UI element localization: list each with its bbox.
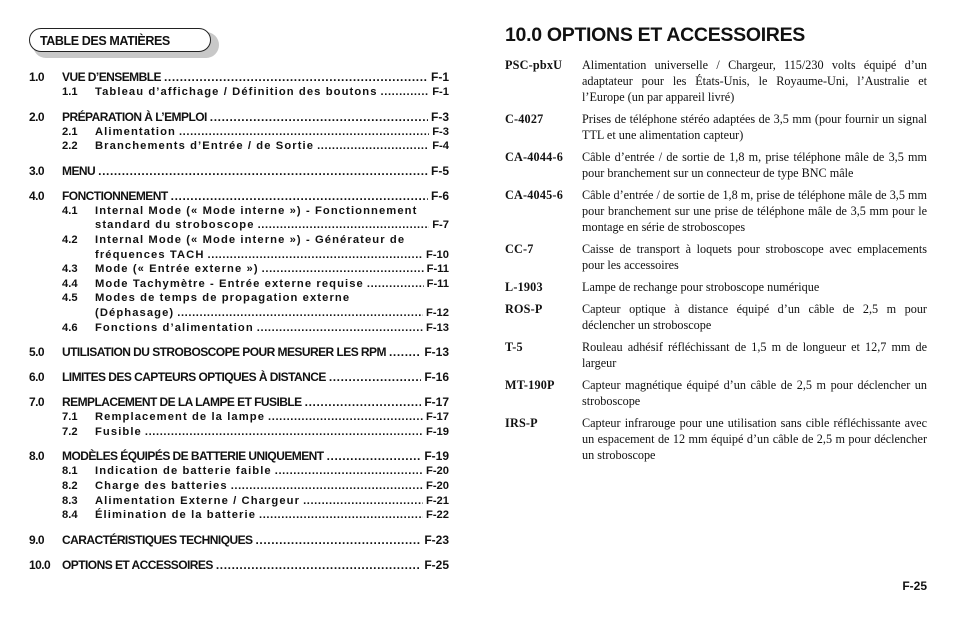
toc-page-number: F-12: [425, 306, 449, 319]
toc-section: [29, 558, 449, 574]
toc-entry-label: UTILISATION DU STROBOSCOPE POUR MESURER LES RPM: [62, 345, 386, 360]
toc-section: [29, 533, 449, 549]
toc-page-number: F-21: [425, 494, 449, 507]
accessory-description: Alimentation universelle / Chargeur, 115/230 volts équipé d’un adaptateur pour les États-Unis, le Royaume-Uni, l’Australie et l’Europe (un par appareil livré): [582, 58, 927, 104]
toc-entry: [29, 345, 449, 361]
toc-subentry-number: 1.1: [62, 86, 78, 98]
toc-page-number: F-4: [432, 140, 449, 153]
page-number: F-25: [902, 579, 927, 593]
toc-subentry-continuation: [29, 307, 449, 322]
toc-page-number: F-16: [424, 370, 449, 385]
toc-entry-number: 6.0: [29, 370, 45, 385]
dot-leader: [327, 449, 422, 463]
toc-entry-number: 1.0: [29, 70, 45, 84]
dot-leader: [177, 307, 423, 319]
dot-leader: [305, 395, 422, 409]
toc-page-number: F-10: [425, 248, 449, 261]
toc-subentry-label: Remplacement de la lampe: [95, 411, 266, 424]
toc-subentry-number: 8.1: [62, 465, 78, 478]
toc-page-number: F-3: [431, 109, 449, 124]
accessory-description: Caisse de transport à loquets pour stroboscope avec emplacements pour les accessoires: [582, 242, 927, 272]
toc-subentry-number: 4.6: [62, 321, 78, 334]
accessory-item: [505, 301, 927, 333]
toc-page-number: F-6: [431, 188, 449, 203]
dot-leader: [208, 249, 423, 261]
dot-leader: [179, 126, 429, 138]
accessory-description: Capteur optique à distance équipé d’un câble de 2,5 m pour déclencher un stroboscope: [582, 302, 927, 332]
toc-subentry-number: 7.1: [62, 411, 78, 424]
toc-entry: [29, 449, 449, 465]
toc-entry-label: CARACTÉRISTIQUES TECHNIQUES: [62, 532, 253, 547]
toc-subentry-continuation: [29, 219, 449, 234]
toc-page-number: F-3: [432, 125, 449, 138]
accessory-description: Capteur infrarouge pour une utilisation sans cible réfléchissante avec un espacement de 12 mm équipé d’un câble de 2,5 m pour déclencher un stroboscope: [582, 416, 927, 462]
toc-subentry-label: Mode (« Entrée externe »): [95, 263, 259, 276]
toc-entry-number: 3.0: [29, 163, 45, 178]
toc-subentry: [29, 465, 449, 480]
toc-subentry-number: 4.2: [62, 233, 78, 246]
toc-entry-label: OPTIONS ET ACCESSOIRES: [62, 557, 213, 572]
toc-page-number: F-19: [424, 449, 449, 464]
toc-subentry-continuation: [29, 249, 449, 264]
toc-subentry-number: 4.5: [62, 292, 78, 305]
toc-subentry-number: 8.3: [62, 494, 78, 507]
toc-section: [29, 449, 449, 523]
accessory-code: IRS-P: [505, 416, 538, 430]
dot-leader: [367, 278, 424, 290]
toc-subentry-label: Modes de temps de propagation externe: [95, 292, 351, 305]
accessory-code: CA-4045-6: [505, 188, 563, 202]
toc-section: [29, 370, 449, 386]
accessory-description: Prises de téléphone stéréo adaptées de 3,5 mm (pour fournir un signal TTL et une alimentation capteur): [582, 112, 927, 142]
toc-subentry-number: 8.4: [62, 509, 78, 522]
toc-entry-number: 5.0: [29, 345, 45, 360]
toc-subentry: [29, 86, 449, 101]
toc-page-number: F-20: [425, 479, 449, 492]
toc-entry: [29, 70, 449, 86]
toc-subentry-label: Internal Mode (« Mode interne ») - Fonctionnement: [95, 204, 418, 217]
toc-page-number: F-11: [426, 263, 449, 276]
toc-subentry-label: Fonctions d’alimentation: [95, 321, 254, 334]
dot-leader: [216, 558, 421, 572]
dot-leader: [231, 480, 423, 492]
dot-leader: [275, 465, 423, 477]
dot-leader: [210, 110, 428, 124]
dot-leader: [257, 322, 423, 334]
toc-entry-number: 4.0: [29, 188, 45, 203]
accessory-description: Capteur magnétique équipé d’un câble de 2,5 m pour déclencher un stroboscope: [582, 378, 927, 408]
toc-page-number: F-7: [432, 219, 449, 232]
toc-section: [29, 395, 449, 440]
toc-subentry-label: Élimination de la batterie: [95, 509, 257, 522]
table-of-contents: [29, 70, 449, 583]
toc-subentry: [29, 140, 449, 155]
toc-subentry: [29, 263, 449, 278]
accessory-code: ROS-P: [505, 302, 543, 316]
toc-subentry-number: 4.1: [62, 204, 78, 217]
toc-subentry-label: Tableau d’affichage / Définition des boutons: [95, 86, 378, 98]
accessories-list: [505, 57, 927, 469]
toc-page-number: F-11: [426, 277, 449, 290]
accessory-code: C-4027: [505, 112, 544, 126]
toc-page-number: F-22: [425, 509, 449, 522]
toc-page-number: F-13: [425, 321, 449, 334]
toc-subentry: [29, 509, 449, 524]
toc-subentry: [29, 426, 449, 441]
toc-entry-label: REMPLACEMENT DE LA LAMPE ET FUSIBLE: [62, 395, 302, 410]
accessory-item: [505, 279, 927, 295]
toc-entry-label: MODÈLES ÉQUIPÉS DE BATTERIE UNIQUEMENT: [62, 449, 324, 464]
toc-page-number: F-17: [424, 395, 449, 410]
dot-leader: [98, 164, 428, 178]
toc-subentry-number: 7.2: [62, 425, 78, 438]
toc-section: [29, 189, 449, 336]
toc-subentry-label: Internal Mode (« Mode interne ») - Générateur de: [95, 233, 406, 246]
accessory-item: [505, 241, 927, 273]
accessory-description: Câble d’entrée / de sortie de 1,8 m, prise de téléphone mâle de 3,5 mm pour branchement sur une prise de téléphone mâle de 3,5 mm pour le montage en série de stroboscopes: [582, 188, 927, 234]
dot-leader: [145, 426, 423, 438]
toc-entry: [29, 189, 449, 205]
toc-entry-label: PRÉPARATION À L’EMPLOI: [62, 109, 207, 124]
accessory-item: [505, 415, 927, 463]
toc-subentry-label: Charge des batteries: [95, 479, 228, 492]
toc-subentry-number: 2.1: [62, 125, 78, 138]
dot-leader: [171, 189, 428, 203]
toc-entry-label: VUE D’ENSEMBLE: [62, 70, 161, 84]
dot-leader: [317, 140, 429, 152]
accessory-item: [505, 377, 927, 409]
toc-page-number: F-19: [425, 425, 449, 438]
toc-page-number: F-20: [425, 465, 449, 478]
toc-section: [29, 110, 449, 155]
toc-subentry: [29, 234, 449, 249]
toc-page-number: F-1: [432, 86, 449, 98]
accessory-code: L-1903: [505, 280, 543, 294]
toc-subentry-label: (Déphasage): [95, 306, 175, 319]
toc-subentry-label: Alimentation Externe / Chargeur: [95, 494, 301, 507]
accessory-item: [505, 149, 927, 181]
toc-entry-label: MENU: [62, 163, 96, 178]
accessory-item: [505, 187, 927, 235]
toc-subentry-label: Branchements d’Entrée / de Sortie: [95, 140, 315, 153]
toc-page-number: F-5: [431, 163, 449, 178]
dot-leader: [259, 509, 423, 521]
dot-leader: [381, 86, 430, 98]
toc-entry-number: 9.0: [29, 532, 45, 547]
toc-entry-label: FONCTIONNEMENT: [62, 188, 168, 203]
accessory-description: Câble d’entrée / de sortie de 1,8 m, prise téléphone mâle de 3,5 mm pour branchement sur un connecteur de type BNC mâle: [582, 150, 927, 180]
accessory-description: Lampe de rechange pour stroboscope numérique: [582, 280, 820, 294]
toc-subentry: [29, 495, 449, 510]
toc-page-number: F-23: [424, 532, 449, 547]
toc-entry: [29, 533, 449, 549]
toc-page-number: F-25: [424, 557, 449, 572]
dot-leader: [258, 219, 430, 231]
page-title: 10.0 OPTIONS ET ACCESSOIRES: [505, 24, 806, 46]
toc-entry-number: 8.0: [29, 449, 45, 464]
accessory-item: [505, 57, 927, 105]
toc-subentry-number: 8.2: [62, 479, 78, 492]
accessory-description: Rouleau adhésif réfléchissant de 1,5 m de longueur et 12,7 mm de largeur: [582, 340, 927, 370]
toc-section: [29, 345, 449, 361]
toc-entry-number: 7.0: [29, 395, 45, 410]
accessory-code: CA-4044-6: [505, 150, 563, 164]
toc-subentry: [29, 205, 449, 220]
dot-leader: [262, 263, 424, 275]
toc-page-number: F-13: [424, 345, 449, 360]
accessory-code: PSC-pbxU: [505, 58, 563, 72]
toc-subentry-label: Fusible: [95, 425, 142, 438]
toc-title: TABLE DES MATIÈRES: [29, 28, 211, 52]
toc-subentry: [29, 278, 449, 293]
toc-entry: [29, 395, 449, 411]
toc-subentry-label: Indication de batterie faible: [95, 465, 272, 478]
dot-leader: [164, 70, 428, 84]
dot-leader: [329, 370, 422, 384]
toc-section: [29, 164, 449, 180]
toc-subentry: [29, 292, 449, 307]
toc-subentry-label: fréquences TACH: [95, 248, 205, 261]
dot-leader: [256, 533, 422, 547]
accessory-code: T-5: [505, 340, 523, 354]
toc-subentry-label: Mode Tachymètre - Entrée externe requise: [95, 277, 364, 290]
accessory-code: CC-7: [505, 242, 534, 256]
toc-subentry: [29, 411, 449, 426]
toc-page-number: F-17: [425, 411, 449, 424]
accessory-item: [505, 339, 927, 371]
toc-subentry: [29, 322, 449, 337]
toc-subentry-number: 2.2: [62, 140, 78, 153]
accessory-code: MT-190P: [505, 378, 555, 392]
toc-entry-number: 2.0: [29, 109, 45, 124]
toc-subentry: [29, 480, 449, 495]
dot-leader: [389, 345, 421, 359]
dot-leader: [303, 495, 423, 507]
toc-title-badge: [29, 28, 219, 59]
toc-entry: [29, 558, 449, 574]
toc-entry-label: LIMITES DES CAPTEURS OPTIQUES À DISTANCE: [62, 370, 326, 385]
toc-page-number: F-1: [431, 70, 449, 84]
toc-entry: [29, 164, 449, 180]
toc-subentry-label: Alimentation: [95, 125, 176, 138]
toc-entry-number: 10.0: [29, 557, 51, 572]
toc-entry: [29, 110, 449, 126]
accessory-item: [505, 111, 927, 143]
toc-subentry-number: 4.3: [62, 263, 78, 276]
toc-section: [29, 70, 449, 101]
toc-subentry-number: 4.4: [62, 277, 78, 290]
toc-subentry: [29, 126, 449, 141]
toc-subentry-label: standard du stroboscope: [95, 219, 255, 232]
dot-leader: [268, 411, 423, 423]
toc-entry: [29, 370, 449, 386]
